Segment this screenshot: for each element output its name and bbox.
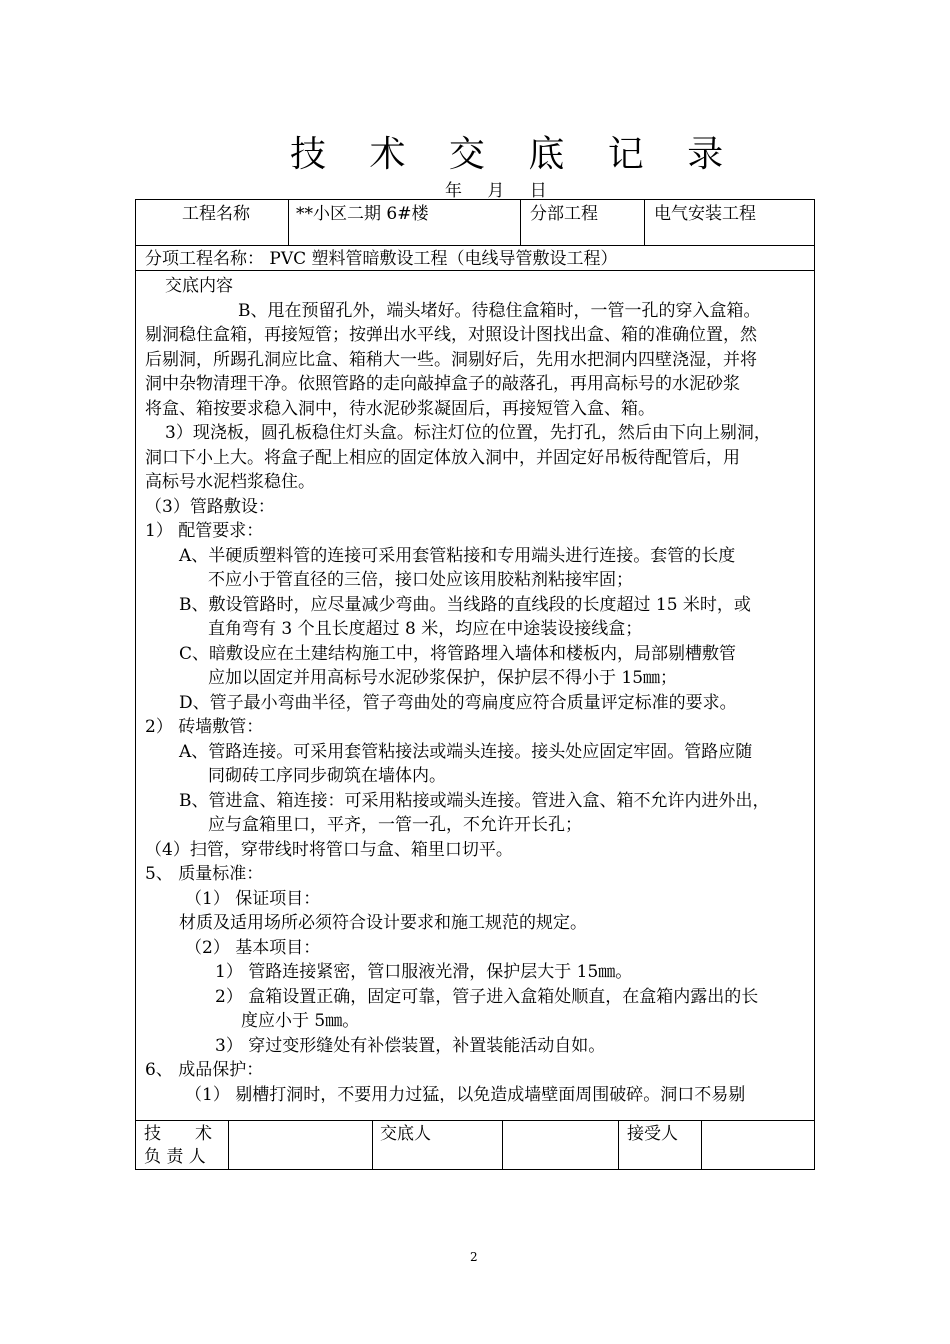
content-line: 剔洞稳住盒箱，再接短管；按弹出水平线，对照设计图找出盒、箱的准确位置，然 — [145, 325, 757, 345]
content-line: 同砌砖工序同步砌筑在墙体内。 — [208, 766, 446, 786]
project-name-label: 工程名称 — [182, 204, 250, 224]
content-line: 应与盒箱里口，平齐，一管一孔，不允许开长孔； — [208, 815, 582, 835]
discloser-label: 交底人 — [380, 1124, 431, 1144]
content-line: A、半硬质塑料管的连接可采用套管粘接和专用端头进行连接。套管的长度 — [179, 545, 736, 566]
receiver-label: 接受人 — [627, 1124, 678, 1144]
content-line: B、管进盒、箱连接：可采用粘接或端头连接。管进入盒、箱不允许内进外出， — [179, 790, 770, 811]
content-line: 6、 成品保护： — [145, 1060, 264, 1080]
content-line: 不应小于管直径的三倍，接口处应该用胶粘剂粘接牢固； — [208, 570, 633, 590]
content-line: （1） 保证项目： — [185, 888, 321, 909]
content-line: （1） 剔槽打洞时，不要用力过猛，以免造成墙壁面周围破碎。洞口不易剔 — [185, 1084, 746, 1103]
content-line: 5、 质量标准： — [145, 864, 264, 884]
row-divider — [136, 270, 814, 271]
col-divider — [520, 200, 521, 245]
content-line: 洞口下小上大。将盒子配上相应的固定体放入洞中，并固定好吊板待配管后，用 — [145, 447, 740, 468]
col-divider — [618, 1120, 619, 1170]
page-number: 2 — [470, 1250, 478, 1264]
tech-lead-label-1: 技 术 — [144, 1124, 212, 1144]
content-line: B、敷设管路时，应尽量减少弯曲。当线路的直线段的长度超过 15 米时，或 — [179, 594, 751, 615]
record-table — [135, 199, 815, 1170]
division-value: 电气安装工程 — [654, 204, 756, 224]
content-line: （2） 基本项目： — [185, 937, 321, 958]
content-line: C、暗敷设应在土建结构施工中，将管路埋入墙体和楼板内，局部剔槽敷管 — [179, 643, 737, 664]
col-divider — [228, 1120, 229, 1170]
content-line: 1） 配管要求： — [145, 521, 264, 541]
content-line: 3）现浇板，圆孔板稳住灯头盒。标注灯位的位置，先打孔，然后由下向上剔洞， — [165, 423, 771, 443]
subitem-title: 分项工程名称： PVC 塑料管暗敷设工程（电线导管敷设工程） — [145, 249, 618, 269]
content-line: D、管子最小弯曲半径，管子弯曲处的弯扁度应符合质量评定标准的要求。 — [179, 692, 737, 713]
content-line: 应加以固定并用高标号水泥砂浆保护，保护层不得小于 15㎜； — [208, 668, 678, 688]
content-line: 高标号水泥档浆稳住。 — [145, 472, 315, 492]
content-line: B、甩在预留孔外，端头堵好。待稳住盒箱时，一管一孔的穿入盒箱。 — [238, 300, 761, 321]
content-line: 材质及适用场所必须符合设计要求和施工规范的规定。 — [179, 913, 587, 933]
content-line: （4）扫管，穿带线时将管口与盒、箱里口切平。 — [145, 839, 513, 860]
col-divider — [288, 200, 289, 245]
project-name-value: **小区二期 6#楼 — [296, 204, 429, 224]
content-label: 交底内容 — [165, 276, 233, 296]
content-line: 2） 盒箱设置正确，固定可靠，管子进入盒箱处顺直，在盒箱内露出的长 — [215, 986, 759, 1007]
division-label: 分部工程 — [530, 204, 598, 224]
content-line: 将盒、箱按要求稳入洞中，待水泥砂浆凝固后，再接短管入盒、箱。 — [145, 398, 655, 419]
content-line: 1） 管路连接紧密，管口服液光滑，保护层大于 15㎜。 — [215, 962, 633, 982]
col-divider — [502, 1120, 503, 1170]
disclosure-content — [145, 274, 810, 1103]
col-divider — [644, 200, 645, 245]
content-line: 3） 穿过变形缝处有补偿装置，补置装能活动自如。 — [215, 1035, 606, 1056]
col-divider — [701, 1120, 702, 1170]
row-divider — [136, 245, 814, 246]
content-line: 后剔洞，所踢孔洞应比盒、箱稍大一些。洞剔好后，先用水把洞内四壁浇湿，并将 — [145, 349, 757, 370]
content-line: A、管路连接。可采用套管粘接法或端头连接。接头处应固定牢固。管路应随 — [179, 741, 753, 762]
tech-lead-label-2: 负 责 人 — [144, 1147, 206, 1167]
content-line: 洞中杂物清理干净。依照管路的走向敲掉盒子的敲落孔，再用高标号的水泥砂浆 — [145, 374, 740, 394]
content-line: 度应小于 5㎜。 — [241, 1011, 360, 1031]
date-line: 年 月 日 — [445, 181, 557, 201]
col-divider — [372, 1120, 373, 1170]
content-line: 直角弯有 3 个且长度超过 8 米，均应在中途装设接线盒； — [208, 619, 643, 639]
page-title: 技 术 交 底 记 录 — [290, 134, 740, 175]
content-line: 2） 砖墙敷管： — [145, 717, 264, 737]
content-line: （3）管路敷设： — [145, 496, 275, 517]
row-divider — [136, 1120, 814, 1121]
